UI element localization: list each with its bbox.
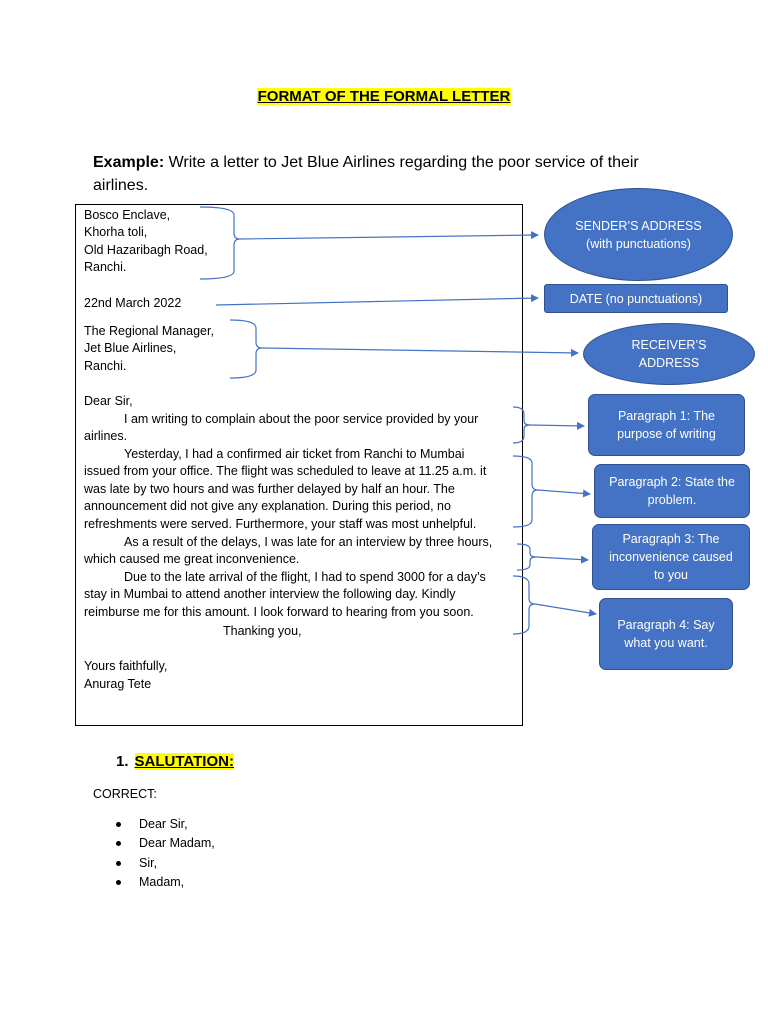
letter-paragraph-4 [84, 569, 504, 621]
callout-text: SENDER’S ADDRESS [575, 218, 702, 233]
paragraph-3-arrow [536, 557, 588, 560]
callout-paragraph-4 [599, 598, 733, 670]
callout-text: DATE (no punctuations) [569, 291, 703, 306]
callout-text: Paragraph 3: The [622, 532, 720, 546]
title-text: FORMAT OF THE FORMAL LETTER [257, 88, 511, 105]
callout-paragraph-2 [594, 464, 750, 518]
callout-paragraph-3 [592, 524, 750, 590]
list-item: Sir, [115, 854, 215, 873]
callout-text: purpose of writing [617, 427, 716, 441]
letter-closing: Yours faithfully, [84, 659, 168, 673]
receiver-line: The Regional Manager, [84, 324, 214, 338]
example-text-continued: airlines. [93, 177, 149, 194]
correct-label: CORRECT: [93, 787, 157, 801]
callout-text: Paragraph 2: State the [609, 475, 735, 489]
example-prompt [93, 151, 693, 197]
sender-address [84, 207, 208, 277]
letter-paragraph-1 [84, 411, 504, 446]
letter-salutation: Dear Sir, [84, 394, 133, 408]
paragraph-2-arrow [538, 490, 590, 494]
callout-text: Paragraph 4: Say [617, 618, 715, 632]
letter-paragraph-2 [84, 446, 504, 533]
paragraph-text: Due to the late arrival of the flight, I had to spend 3000 for a day’s stay in Mumbai to attend another interview the following day. Kindly reimburse me for this amount. I look forward to hearing from you soon. [84, 570, 486, 619]
receiver-line: Ranchi. [84, 358, 127, 373]
paragraph-text: I am writing to complain about the poor service provided by your airlines. [84, 412, 479, 444]
callout-text: (with punctuations) [586, 236, 691, 251]
callout-text: RECEIVER’S [631, 338, 707, 352]
callout-receiver-address [583, 323, 755, 385]
callout-text: what you want. [624, 636, 708, 650]
paragraph-4-arrow [535, 604, 596, 614]
paragraph-text: As a result of the delays, I was late for an interview by three hours, which caused me great inconvenience. [84, 535, 493, 567]
sender-line: Khorha toli, [84, 225, 148, 240]
sender-line: Bosco Enclave, [84, 208, 171, 222]
callout-paragraph-1 [588, 394, 745, 456]
page-title [0, 88, 768, 105]
example-text: Write a letter to Jet Blue Airlines regarding the poor service of their [168, 154, 639, 171]
salutation-list [115, 815, 215, 892]
sender-line: Old Hazaribagh Road, [84, 242, 208, 257]
callout-sender-address [544, 188, 733, 281]
section-heading-text: SALUTATION: [134, 753, 234, 770]
list-item: Dear Madam, [115, 834, 215, 853]
list-item: Dear Sir, [115, 815, 215, 834]
sender-line: Ranchi. [84, 260, 127, 275]
list-item: Madam, [115, 873, 215, 892]
callout-text: to you [653, 568, 689, 582]
callout-date [544, 284, 728, 313]
callout-text: inconvenience caused [609, 550, 733, 564]
letter-signature: Anurag Tete [84, 677, 152, 691]
letter-thanking: Thanking you, [223, 624, 302, 638]
receiver-address [84, 323, 214, 375]
callout-text: Paragraph 1: The [617, 409, 716, 423]
callout-text: problem. [647, 493, 697, 507]
receiver-line: Jet Blue Airlines, [84, 341, 177, 356]
section-salutation-heading [116, 753, 234, 770]
section-number: 1. [116, 753, 129, 770]
example-label: Example: [93, 154, 165, 171]
letter-paragraph-3 [84, 534, 504, 569]
paragraph-text: Yesterday, I had a confirmed air ticket from Ranchi to Mumbai issued from your office. The flight was scheduled to leave at 11.25 a.m. it was late by two hours and was further delayed by half an hour. The announcement did not give any explanation. During this period, no refreshments were served. Furthermore, your staff was most unhelpful. [84, 447, 487, 531]
paragraph-1-arrow [530, 425, 584, 426]
letter-date: 22nd March 2022 [84, 296, 182, 310]
callout-text: ADDRESS [638, 356, 700, 370]
